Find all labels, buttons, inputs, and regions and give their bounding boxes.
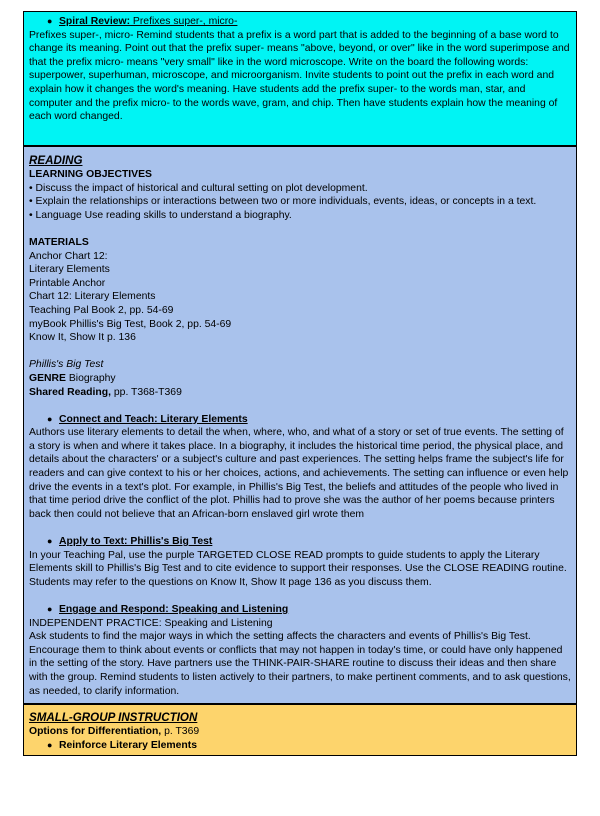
material-item: Chart 12: Literary Elements bbox=[29, 291, 156, 303]
material-item: Teaching Pal Book 2, pp. 54-69 bbox=[29, 304, 174, 316]
small-group-title: SMALL-GROUP INSTRUCTION bbox=[29, 711, 198, 724]
material-item: myBook Phillis's Big Test, Book 2, pp. 54-69 bbox=[29, 318, 232, 330]
reinforce-item: Reinforce Literary Elements bbox=[59, 739, 198, 751]
spiral-heading: Spiral Review: bbox=[59, 16, 131, 27]
genre-value: Biography bbox=[65, 372, 116, 384]
shared-reading-label: Shared Reading, bbox=[29, 386, 111, 398]
bullet-icon: ● bbox=[47, 16, 53, 26]
bullet-icon: ● bbox=[47, 604, 53, 614]
apply-heading: Apply to Text: Phillis's Big Test bbox=[59, 536, 213, 548]
book-title: Phillis's Big Test bbox=[29, 359, 104, 371]
shared-reading-value: pp. T368-T369 bbox=[111, 386, 182, 398]
reading-title: READING bbox=[29, 154, 83, 167]
apply-body: In your Teaching Pal, use the purple TARGETED CLOSE READ prompts to guide students to apply the Literary Elements skill to Phillis's Big Test and to cite evidence to support their responses. Use the CLOSE READING routine. Students may refer to the questions on Know It, Show It page 136 as you discuss them. bbox=[29, 549, 567, 588]
engage-heading: Engage and Respond: Speaking and Listening bbox=[59, 604, 289, 615]
material-item: Anchor Chart 12: bbox=[29, 250, 108, 262]
objective-item: • Language Use reading skills to understand a biography. bbox=[29, 209, 292, 221]
objective-item: • Explain the relationships or interactions between two or more individuals, events, ideas, or concepts in a text. bbox=[29, 196, 537, 208]
materials-heading: MATERIALS bbox=[29, 236, 89, 248]
spiral-review-section bbox=[23, 11, 577, 146]
small-group-section bbox=[23, 704, 577, 756]
bullet-icon: ● bbox=[47, 739, 53, 750]
material-item: Printable Anchor bbox=[29, 277, 106, 289]
reading-section bbox=[23, 146, 577, 704]
bullet-icon: ● bbox=[47, 536, 53, 547]
genre-label: GENRE bbox=[29, 372, 66, 384]
spiral-body: Prefixes super-, micro- Remind students that a prefix is a word part that is added to the beginning of a base word to change its meaning. Point out that the prefix super- means "above, beyond, or over" like in the word superimpose and that the prefix micro- means "very small" like in the word microscope. Write on the board the following words: superpower, superhuman, microscope, and microorganism. Invite students to point out the prefix in each word and explain how it changes the word's meaning. Have students add the prefix super- to the words man, star, and computer and the prefix micro- to the words wave, gram, and chip. Then have students explain how the meaning of each word changed. bbox=[29, 29, 570, 123]
material-item: Know It, Show It p. 136 bbox=[29, 332, 136, 344]
options-label: Options for Differentiation, bbox=[29, 726, 162, 737]
objective-item: • Discuss the impact of historical and cultural setting on plot development. bbox=[29, 182, 368, 194]
options-value: p. T369 bbox=[161, 726, 200, 737]
engage-subheading: INDEPENDENT PRACTICE: Speaking and Listening bbox=[29, 617, 273, 629]
engage-body: Ask students to find the major ways in which the setting affects the characters and events of Phillis's Big Test. Encourage them to think about events or conflicts that may not happen in today's time, or could have only happened in the setting of the story. Have partners use the THINK-PAIR-SHARE routine to discuss their ideas and then share with the group. Remind students to listen actively to their partners, to make pertinent comments, and to ask questions, as needed, to clarify information. bbox=[29, 631, 571, 697]
connect-heading: Connect and Teach: Literary Elements bbox=[59, 413, 248, 425]
spiral-topic: Prefixes super-, micro- bbox=[130, 16, 238, 27]
bullet-icon: ● bbox=[47, 413, 53, 424]
objectives-heading: LEARNING OBJECTIVES bbox=[29, 169, 152, 180]
connect-body: Authors use literary elements to detail the when, where, who, and what of a story or set of true events. The setting of a story is when and where it takes place. In a biography, it includes the historical time period, the physical place, and details about the characters' or a subject's culture and past experiences. The setting helps frame the subject's life for readers and can give context to his or her choices, actions, and achievements. The setting can influence or even help drive the events in a text's plot. For example, in Phillis's Big Test, the beliefs and attitudes of the people who lived in that time period drive the conflict of the plot. Phillis had to prove she was the author of her poems because printers back then could not believe that an African-born enslaved girl wrote them bbox=[29, 427, 569, 520]
material-item: Literary Elements bbox=[29, 264, 110, 276]
